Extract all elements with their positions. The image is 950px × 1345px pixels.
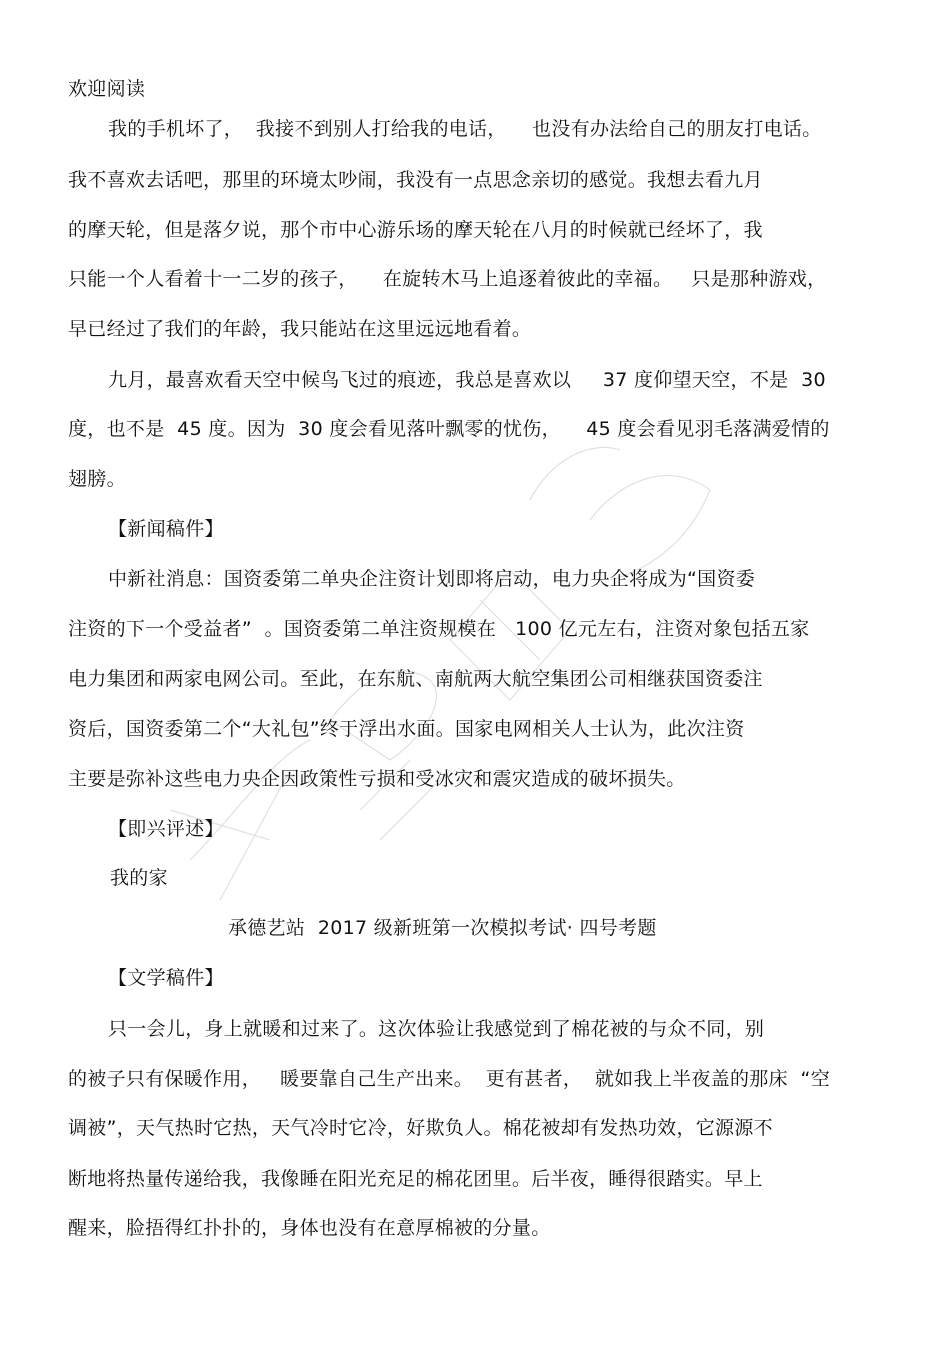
paragraph-1-line-5: 早已经过了我们的年龄，我只能站在这里远远地看着。 (68, 318, 532, 340)
literary-line-4: 断地将热量传递给我，我像睡在阳光充足的棉花团里。后半夜，睡得很踏实。早上 (68, 1168, 763, 1190)
exam-title: 承德艺站 2017 级新班第一次模拟考试· 四号考题 (228, 917, 657, 939)
literary-line-1: 只一会儿，身上就暖和过来了。这次体验让我感觉到了棉花被的与众不同，别 (108, 1018, 765, 1040)
news-line-2: 注资的下一个受益者” 。国资委第二单注资规模在 100 亿元左右，注资对象包括五家 (68, 618, 810, 640)
paragraph-1-line-4: 只能一个人看着十一二岁的孩子， 在旋转木马上追逐着彼此的幸福。 只是那种游戏， (68, 268, 827, 290)
news-line-3: 电力集团和两家电网公司。至此，在东航、南航两大航空集团公司相继获国资委注 (68, 668, 763, 690)
comment-topic: 我的家 (110, 867, 168, 889)
comment-heading: 【即兴评述】 (108, 818, 224, 840)
literary-line-5: 醒来，脸捂得红扑扑的，身体也没有在意厚棉被的分量。 (68, 1217, 551, 1239)
paragraph-1-line-1: 我的手机坏了， 我接不到别人打给我的电话， 也没有办法给自己的朋友打电话。 (108, 118, 822, 140)
news-line-1: 中新社消息：国资委第二单央企注资计划即将启动，电力央企将成为“国资委 (108, 568, 756, 590)
paragraph-1-line-3: 的摩天轮，但是落夕说，那个市中心游乐场的摩天轮在八月的时候就已经坏了，我 (68, 219, 763, 241)
literary-line-3: 调被”，天气热时它热，天气冷时它冷，好欺负人。棉花被却有发热功效，它源源不 (68, 1117, 773, 1139)
paragraph-2-line-2: 度，也不是 45 度。因为 30 度会看见落叶飘零的忧伤， 45 度会看见羽毛落满爱情的 (68, 418, 830, 440)
news-heading: 【新闻稿件】 (108, 518, 224, 540)
paragraph-2-line-3: 翅膀。 (68, 468, 126, 490)
literary-line-2: 的被子只有保暖作用， 暖要靠自己生产出来。 更有甚者， 就如我上半夜盖的那床 “空 (68, 1068, 831, 1090)
news-line-4: 资后，国资委第二个“大礼包”终于浮出水面。国家电网相关人士认为，此次注资 (68, 718, 745, 740)
news-line-5: 主要是弥补这些电力央企因政策性亏损和受冰灾和震灾造成的破坏损失。 (68, 768, 686, 790)
literary-heading: 【文学稿件】 (108, 967, 224, 989)
paragraph-2-line-1: 九月，最喜欢看天空中候鸟飞过的痕迹，我总是喜欢以 37 度仰望天空，不是 30 (108, 369, 826, 391)
page-header: 欢迎阅读 (68, 78, 146, 100)
paragraph-1-line-2: 我不喜欢去话吧，那里的环境太吵闹，我没有一点思念亲切的感觉。我想去看九月 (68, 169, 763, 191)
